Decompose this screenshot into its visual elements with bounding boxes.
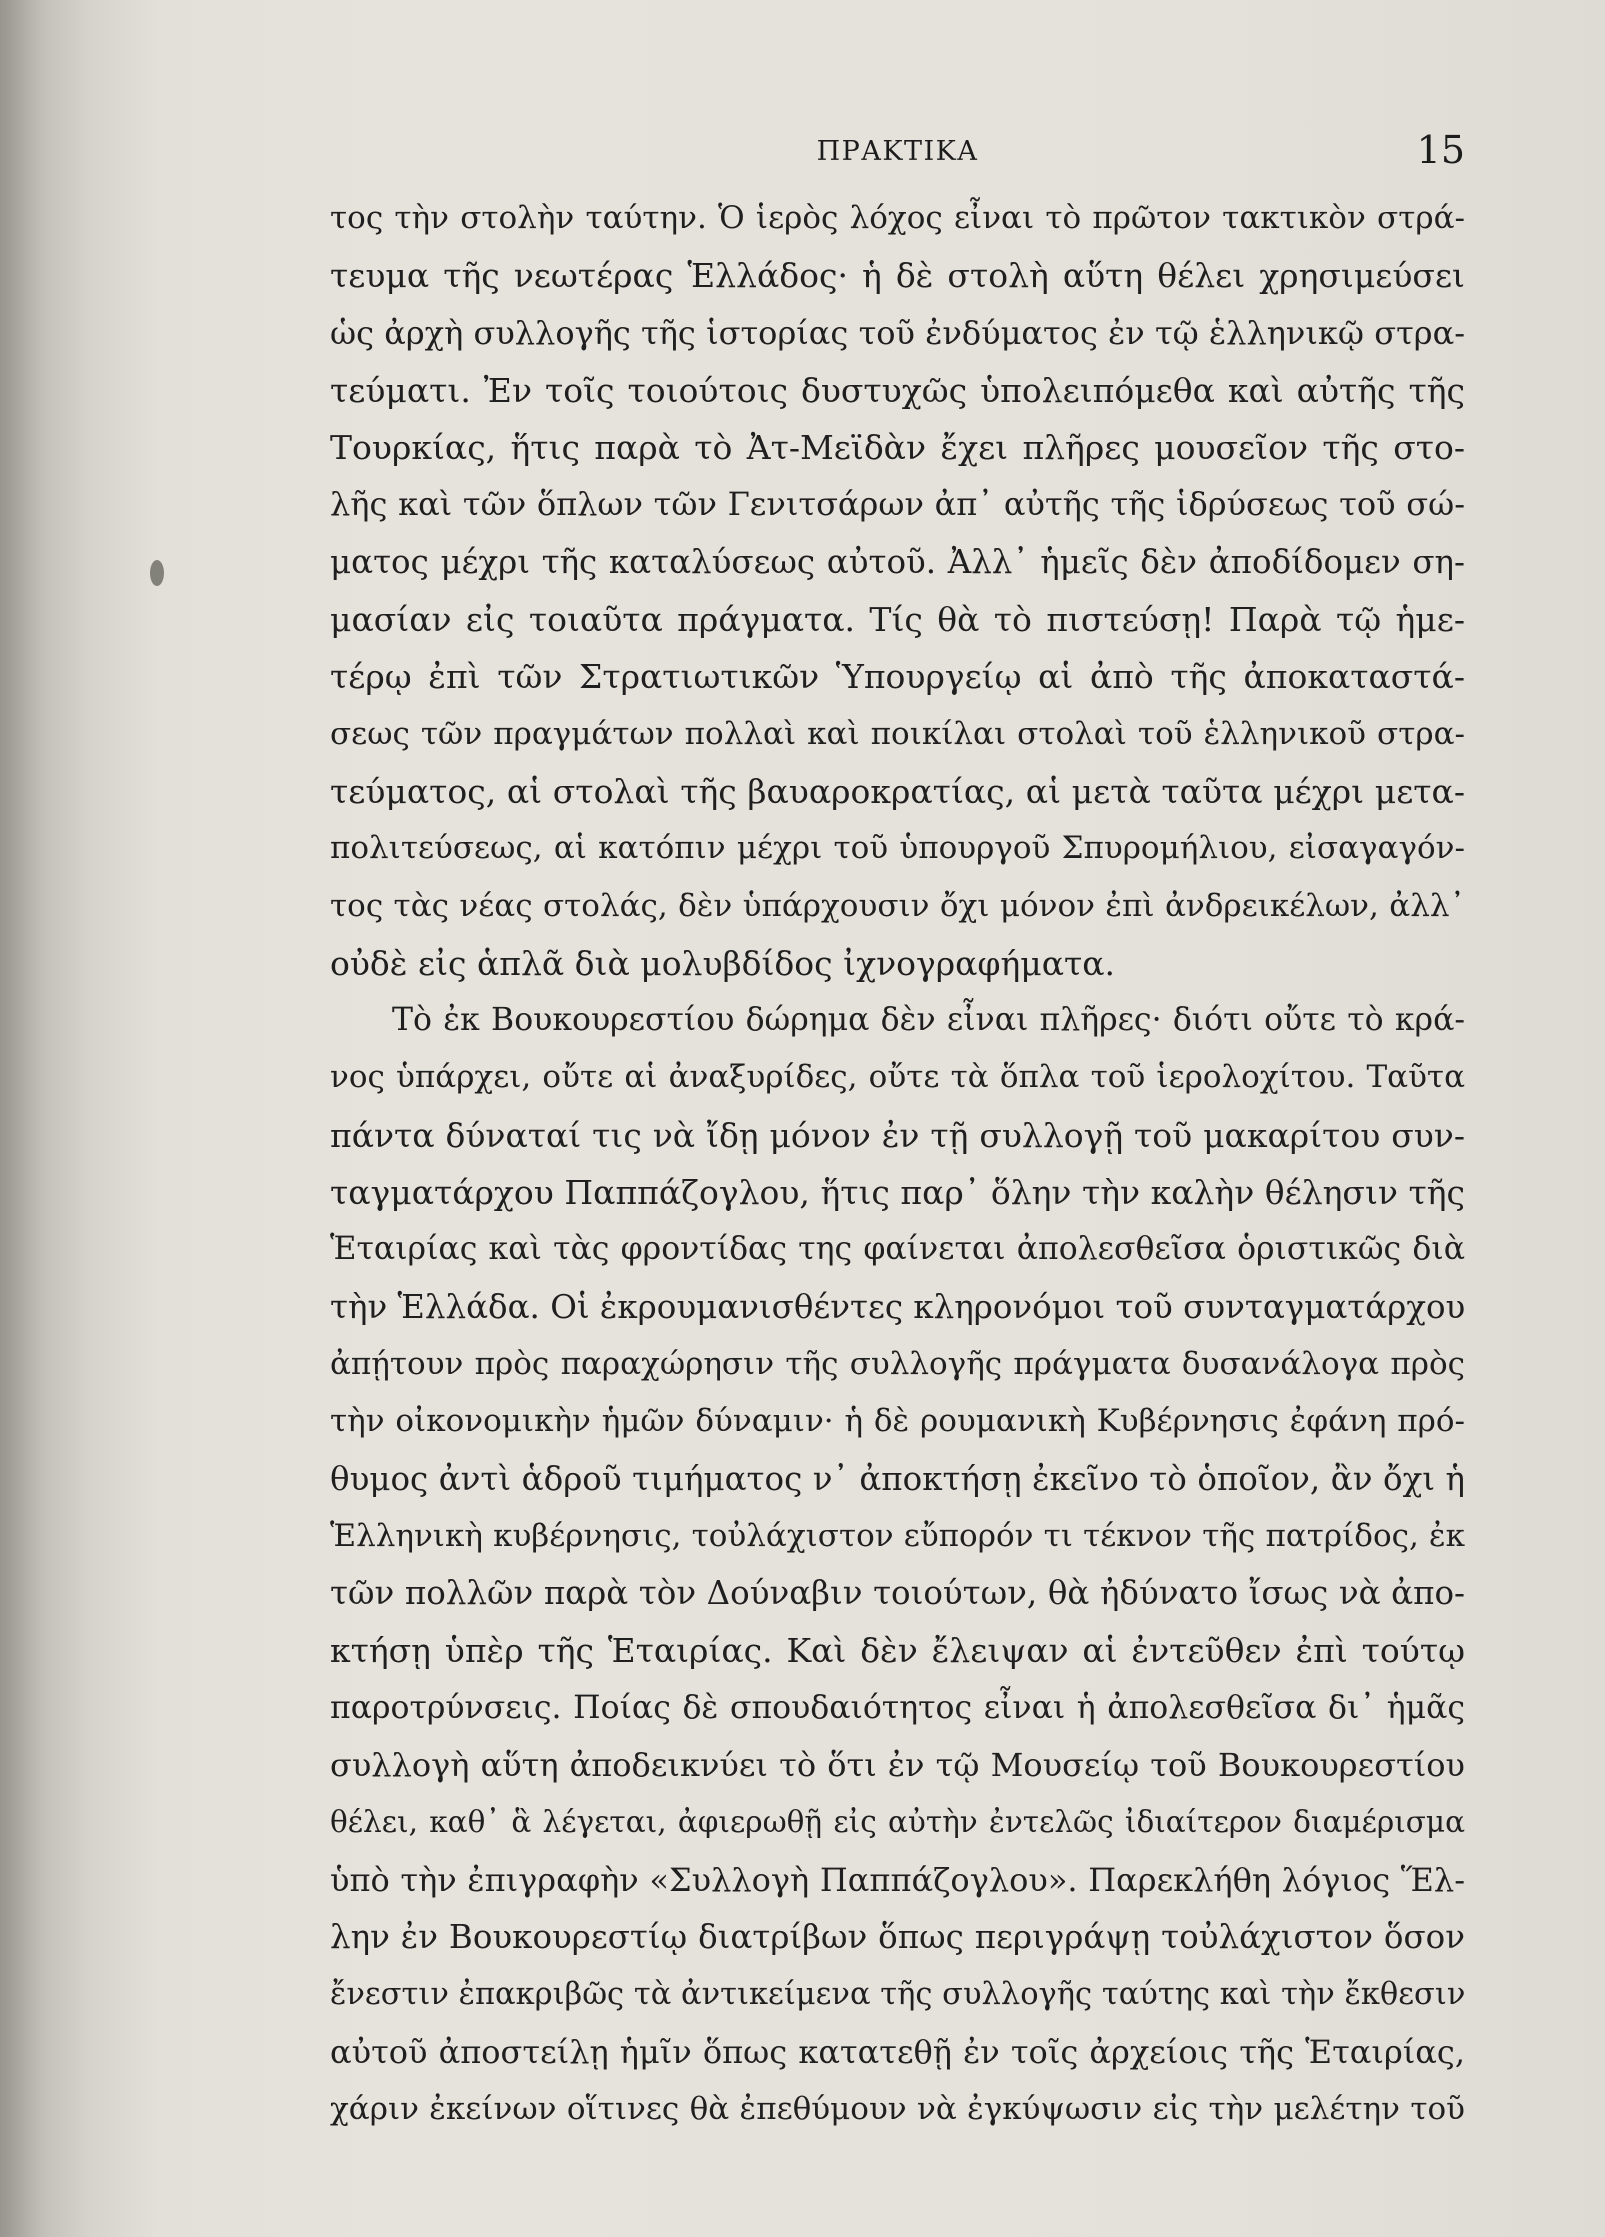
text-line: ἔνεστιν ἐπακριβῶς τὰ ἀντικείμενα τῆς συλλογῆς ταύτης καὶ τὴν ἔκθεσιν bbox=[330, 1977, 1465, 2013]
text-line: τὴν Ἑλλάδα. Οἱ ἐκρουμανισθέντες κληρονόμοι τοῦ συνταγματάρχου bbox=[330, 1287, 1465, 1326]
text-line: Τὸ ἐκ Βουκουρεστίου δώρημα δὲν εἶναι πλῆρες· διότι οὔτε τὸ κρά- bbox=[392, 1002, 1465, 1039]
text-line: ταγματάρχου Παππάζογλου, ἥτις παρ᾽ ὅλην τὴν καλὴν θέλησιν τῆς bbox=[330, 1173, 1465, 1213]
text-line: ἀπῄτουν πρὸς παραχώρησιν τῆς συλλογῆς πράγματα δυσανάλογα πρὸς bbox=[330, 1345, 1465, 1382]
text-line: τεύματος, αἱ στολαὶ τῆς βαυαροκρατίας, αἱ μετὰ ταῦτα μέχρι μετα- bbox=[330, 771, 1465, 811]
page-number: 15 bbox=[1416, 128, 1465, 172]
text-line: ὡς ἀρχὴ συλλογῆς τῆς ἱστορίας τοῦ ἐνδύματος ἐν τῷ ἑλληνικῷ στρα- bbox=[330, 313, 1465, 352]
text-line: τος τὴν στολὴν ταύτην. Ὁ ἱερὸς λόχος εἶναι τὸ πρῶτον τακτικὸν στρά- bbox=[330, 200, 1465, 236]
text-line: πολιτεύσεως, αἱ κατόπιν μέχρι τοῦ ὑπουργοῦ Σπυρομήλιου, εἰσαγαγόν- bbox=[330, 830, 1465, 867]
text-line: συλλογὴ αὕτη ἀποδεικνύει τὸ ὅτι ἐν τῷ Μουσείῳ τοῦ Βουκουρεστίου bbox=[330, 1746, 1465, 1785]
text-line: ματος μέχρι τῆς καταλύσεως αὐτοῦ. Ἀλλ᾽ ἡμεῖς δὲν ἀποδίδομεν ση- bbox=[330, 542, 1465, 581]
text-line: αὐτοῦ ἀποστείλῃ ἡμῖν ὅπως κατατεθῇ ἐν τοῖς ἀρχείοις τῆς Ἑταιρίας, bbox=[330, 2032, 1465, 2071]
text-line: Τουρκίας, ἥτις παρὰ τὸ Ἀτ-Μεϊδὰν ἔχει πλῆρες μουσεῖον τῆς στο- bbox=[330, 428, 1465, 468]
text-line: Ἑταιρίας καὶ τὰς φροντίδας της φαίνεται ἀπολεσθεῖσα ὁριστικῶς διὰ bbox=[330, 1231, 1465, 1268]
text-line: θέλει, καθ᾽ ἃ λέγεται, ἀφιερωθῇ εἰς αὐτὴν ἐντελῶς ἰδιαίτερον διαμέρισμα bbox=[330, 1805, 1465, 1840]
text-line: χάριν ἐκείνων οἵτινες θὰ ἐπεθύμουν νὰ ἐγκύψωσιν εἰς τὴν μελέτην τοῦ bbox=[330, 2090, 1465, 2127]
page-header bbox=[330, 128, 1465, 180]
text-line: τος τὰς νέας στολάς, δὲν ὑπάρχουσιν ὄχι μόνον ἐπὶ ἀνδρεικέλων, ἀλλ᾽ bbox=[330, 887, 1465, 924]
text-line: οὐδὲ εἰς ἁπλᾶ διὰ μολυβδίδος ἰχνογραφήματα. bbox=[330, 943, 1116, 983]
text-line: Ἑλληνικὴ κυβέρνησις, τοὐλάχιστον εὔπορόν τι τέκνον τῆς πατρίδος, ἐκ bbox=[330, 1517, 1465, 1554]
text-line: τεύματι. Ἐν τοῖς τοιούτοις δυστυχῶς ὑπολειπόμεθα καὶ αὐτῆς τῆς bbox=[330, 370, 1465, 410]
spine-shadow bbox=[0, 0, 160, 2237]
text-line: τὴν οἰκονομικὴν ἡμῶν δύναμιν· ἡ δὲ ρουμανικὴ Κυβέρνησις ἐφάνη πρό- bbox=[330, 1403, 1465, 1440]
text-line: σεως τῶν πραγμάτων πολλαὶ καὶ ποικίλαι στολαὶ τοῦ ἑλληνικοῦ στρα- bbox=[330, 715, 1465, 752]
text-line: νος ὑπάρχει, οὔτε αἱ ἀναξυρίδες, οὔτε τὰ ὅπλα τοῦ ἱερολοχίτου. Ταῦτα bbox=[330, 1059, 1465, 1096]
text-line: πάντα δύναταί τις νὰ ἴδῃ μόνον ἐν τῇ συλλογῇ τοῦ μακαρίτου συν- bbox=[330, 1115, 1465, 1155]
text-line: κτήσῃ ὑπὲρ τῆς Ἑταιρίας. Καὶ δὲν ἔλειψαν αἱ ἐντεῦθεν ἐπὶ τούτῳ bbox=[330, 1631, 1465, 1671]
body-text bbox=[330, 190, 1465, 2138]
text-line: τῶν πολλῶν παρὰ τὸν Δούναβιν τοιούτων, θὰ ἠδύνατο ἴσως νὰ ἀπο- bbox=[330, 1574, 1465, 1613]
running-head: ΠΡΑΚΤΙΚΑ bbox=[816, 136, 979, 167]
text-line: μασίαν εἰς τοιαῦτα πράγματα. Τίς θὰ τὸ πιστεύσῃ! Παρὰ τῷ ἡμε- bbox=[330, 600, 1465, 640]
text-line: τευμα τῆς νεωτέρας Ἑλλάδος· ἡ δὲ στολὴ αὕτη θέλει χρησιμεύσει bbox=[330, 256, 1465, 296]
text-line: θυμος ἀντὶ ἁδροῦ τιμήματος ν᾽ ἀποκτήσῃ ἐκεῖνο τὸ ὁποῖον, ἂν ὄχι ἡ bbox=[330, 1459, 1465, 1498]
ink-blot bbox=[150, 560, 164, 586]
text-line: λῆς καὶ τῶν ὅπλων τῶν Γενιτσάρων ἀπ᾽ αὐτῆς τῆς ἱδρύσεως τοῦ σώ- bbox=[330, 485, 1465, 524]
text-line: ὑπὸ τὴν ἐπιγραφὴν «Συλλογὴ Παππάζογλου». Παρεκλήθη λόγιος Ἕλ- bbox=[330, 1860, 1465, 1899]
text-line: παροτρύνσεις. Ποίας δὲ σπουδαιότητος εἶναι ἡ ἀπολεσθεῖσα δι᾽ ἡμᾶς bbox=[330, 1689, 1465, 1726]
text-line: τέρῳ ἐπὶ τῶν Στρατιωτικῶν Ὑπουργείῳ αἱ ἀπὸ τῆς ἀποκαταστά- bbox=[330, 657, 1465, 697]
text-line: λην ἐν Βουκουρεστίῳ διατρίβων ὅπως περιγράψῃ τοὐλάχιστον ὅσον bbox=[330, 1917, 1465, 1956]
